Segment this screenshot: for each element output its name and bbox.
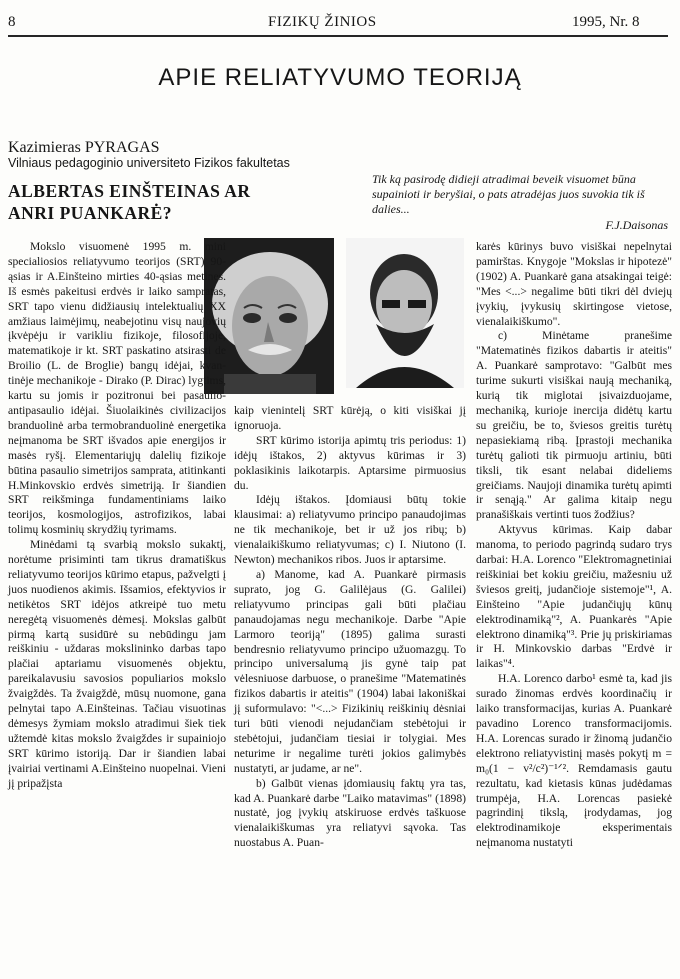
epigraph-text: Tik ką pasirodę didieji atradimai beveik visuomet būna supainioti ir beryšiai, o pats atradėjas juos suvokia tik iš dalies... <box>372 172 645 216</box>
paragraph: Mokslo visuomenė 1995 m. mini specialiosios reliatyvumo teorijos (SRT) 90-ąsias ir A.Einšteino mirties 40-ąsias metines. Iš esmės pakeitusi erdvės ir laiko sampratas, SRT tapo vienu didžiausių intelektualių XX amžiaus laimėjimų, neabejotinu visų naujovių įkvėpėju ir varikliu fizikoje, filosofijoje, matematikoje ir kt. SRT paskatino atsirasti de Broilio (L. de Broglie) bangų idėjai, kvan- tinėje mechanikoje - Dirako (P. Dirac) lygtims, kartu su jomis ir pozitronui bei pasaulio-antipasaulio idėjai. Šiuolaikinės civilizacijos branduolinė arba termobranduolinė energetika neįmanoma be SRT išvados apie energijos ir masės ryšį. Elementariųjų dalelių fizikoje būtina pasaulio simetrijos samprata, atitinkanti H.Minkovskio erdvės simetriją. Ir šiandien SRT reikšminga fundamentiniams laiko teorijos, kosmologijos, astrofizikos, labai tolimų kosminių skrydžių tyrimams. <box>8 240 226 537</box>
paragraph: kaip vienintelį SRT kūrėją, o kiti visiškai jį ignoruoja. <box>234 404 466 432</box>
author-name: Kazimieras PYRAGAS <box>8 139 160 156</box>
article-title-line-2: ANRI PUANKARĖ? <box>8 203 173 223</box>
issue-number: 1995, Nr. 8 <box>572 14 640 30</box>
author-affiliation: Vilniaus pedagoginio universiteto Fizikos fakultetas <box>8 156 290 170</box>
header-rule <box>8 35 668 37</box>
paragraph: Aktyvus kūrimas. Kaip dabar manoma, to periodo pagrindą sudaro trys darbai: H.A. Lorenco "Elektromagnetiniai reiškiniai bet kokiu greičiu, mažesniu už šviesos greitį, judančioje sistemoje"¹, A. Einšteino "Apie judančiųjų kūnų elektrodinamiką"², A. Puankarės "Apie elektrono dinamiką"³. Prie jų priskiriamas ir H. Minkovskio darbas "Erdvė ir laikas"⁴. <box>476 523 672 671</box>
paragraph: b) Galbūt vienas įdomiausių faktų yra tas, kad A. Puankarė darbe "Laiko matavimas" (1898) nustatė, jog įvykių atskiruose erdvės taškuose vienalaikiškumas yra reliatyvi sąvoka. Tas nuostabus A. Puan- <box>234 776 466 850</box>
journal-name: FIZIKŲ ŽINIOS <box>268 14 377 30</box>
paragraph: Minėdami tą svarbią mokslo sukaktį, norėtume prisiminti tam tikrus dramatiškus reliatyvumo teorijos kūrimo etapus, pažvelgti į juos nuodienos akimis. Išsamios, efektyvios ir netikėtos SRT idėjos atkreipė tuo metu neregėtą visuomenės dėmesį. Mokslas galbūt pirmą kartą susidūrė su nebūdingu jam reiškiniu - uždaras mokslininko darbas tapo plačiai aptariamu visuomenės objektu, pareikalavusiu savosios populiarios mokslo žvaigždės. Ta žvaigždė, mūsų nuomone, gana pelnytai tapo A.Einšteinas. Tačiau visuotinas dėmesys žymiam mokslo atradimui šiek tiek užtemdė kitas mokslo žvaigždes ir supainiojo SRT kūrimo istoriją. Dar ir šiandien labai įvairiai vertinami A.Einšteino nuopelnai. Vieni jį pripažįsta <box>8 538 226 790</box>
epigraph-author: F.J.Daisonas <box>605 218 668 232</box>
paragraph: H.A. Lorenco darbo¹ esmė ta, kad jis surado žinomas erdvės koordinačių ir laiko transformacijas, kurias A. Puankarė pavadino Lorenco transformacijomis. H.A. Lorencas surado ir žinomą judančio elektrono reliatyvistinį masės pokytį m = m₀(1 − v²/c²)⁻¹ᐟ². Remdamasis gautu rezultatu, kad kietasis kūnas judėdamas trumpėja, H.A. Lorencas pasiekė pagrindinį tikslą, įrodydamas, jog elektrodinamikoje eksperimentais neįmanoma nustatyti <box>476 672 672 850</box>
paragraph: c) Minėtame pranešime "Matematinės fizikos dabartis ir ateitis" A. Puankarė samprotavo: "Galbūt mes turime sukurti visiškai naują mechaniką, kurią tik miglotai įsivaizduojame, mechaniką, kurioje inercija didėtų kartu su greičiu, be to, šviesos greitis turėtų nepasiekiamą ribą. Įprastoji mechanika turėtų galioti tik pirmuoju artiniu, būti tiksli, tik esant nelabai dideliems greičiams. Naujoji dinamika turėtų apimti ir senąją." Ar galima kitaip negu pranašiškais vertinti tuos žodžius? <box>476 329 672 522</box>
article-title <box>8 180 338 224</box>
paragraph: Idėjų ištakos. Įdomiausi būtų tokie klausimai: a) reliatyvumo principo panaudojimas ne tik mechanikoje, bet ir už jos ribų; b) vienalaikiškumo reliatyvumas; c) I. Niutono (I. Newton) mechanikos ribos. Juos ir aptarsime. <box>234 493 466 567</box>
paragraph: SRT kūrimo istorija apimtų tris periodus: 1) idėjų ištakos, 2) aktyvus kūrimas ir 3) poklasikinis laikotarpis. Aptarsime pirmuosius du. <box>234 433 466 492</box>
poincare-portrait <box>346 238 464 388</box>
page-number: 8 <box>8 14 16 30</box>
section-title: APIE RELIATYVUMO TEORIJĄ <box>158 64 522 91</box>
paragraph: karės kūrinys buvo visiškai nepelnytai pamirštas. Knygoje "Mokslas ir hipotezė" (1902) A. Puankarė gana atsakingai teigė: "Mes <...> negalime būti tikri dėl dviejų įvykių, įvykusių skirtingose vietose, vienalaikiškumo". <box>476 240 672 328</box>
text-column-2 <box>234 404 466 851</box>
paragraph: a) Manome, kad A. Puankarė pirmasis suprato, jog G. Galilėjaus (G. Galilei) reliatyvumo principas gali būti plačiau panaudojamas negu mechanikoje. Darbe "Apie Larmoro teoriją" (1895) galima surasti bendresnio reliatyvumo principo užuomazgų. To principo universalumą jis gynė taip pat vėlesniuose darbuose, o pranešime "Matematinės fizikos dabartis ir ateitis" (1904) labai lakoniškai jį suformulavo: "<...> Fizikinių reiškinių dėsniai turi būti vienodi nejudančiam stebėtojui ir stebėtojui, judančiam tiesiai ir tolygiai. Mes neturime ir negalime turėti jokios galimybės nustatyti, ar judame, ar ne". <box>234 567 466 775</box>
text-column-1 <box>8 240 226 792</box>
text-column-3 <box>476 240 672 851</box>
article-title-line-1: ALBERTAS EINŠTEINAS AR <box>8 181 251 201</box>
